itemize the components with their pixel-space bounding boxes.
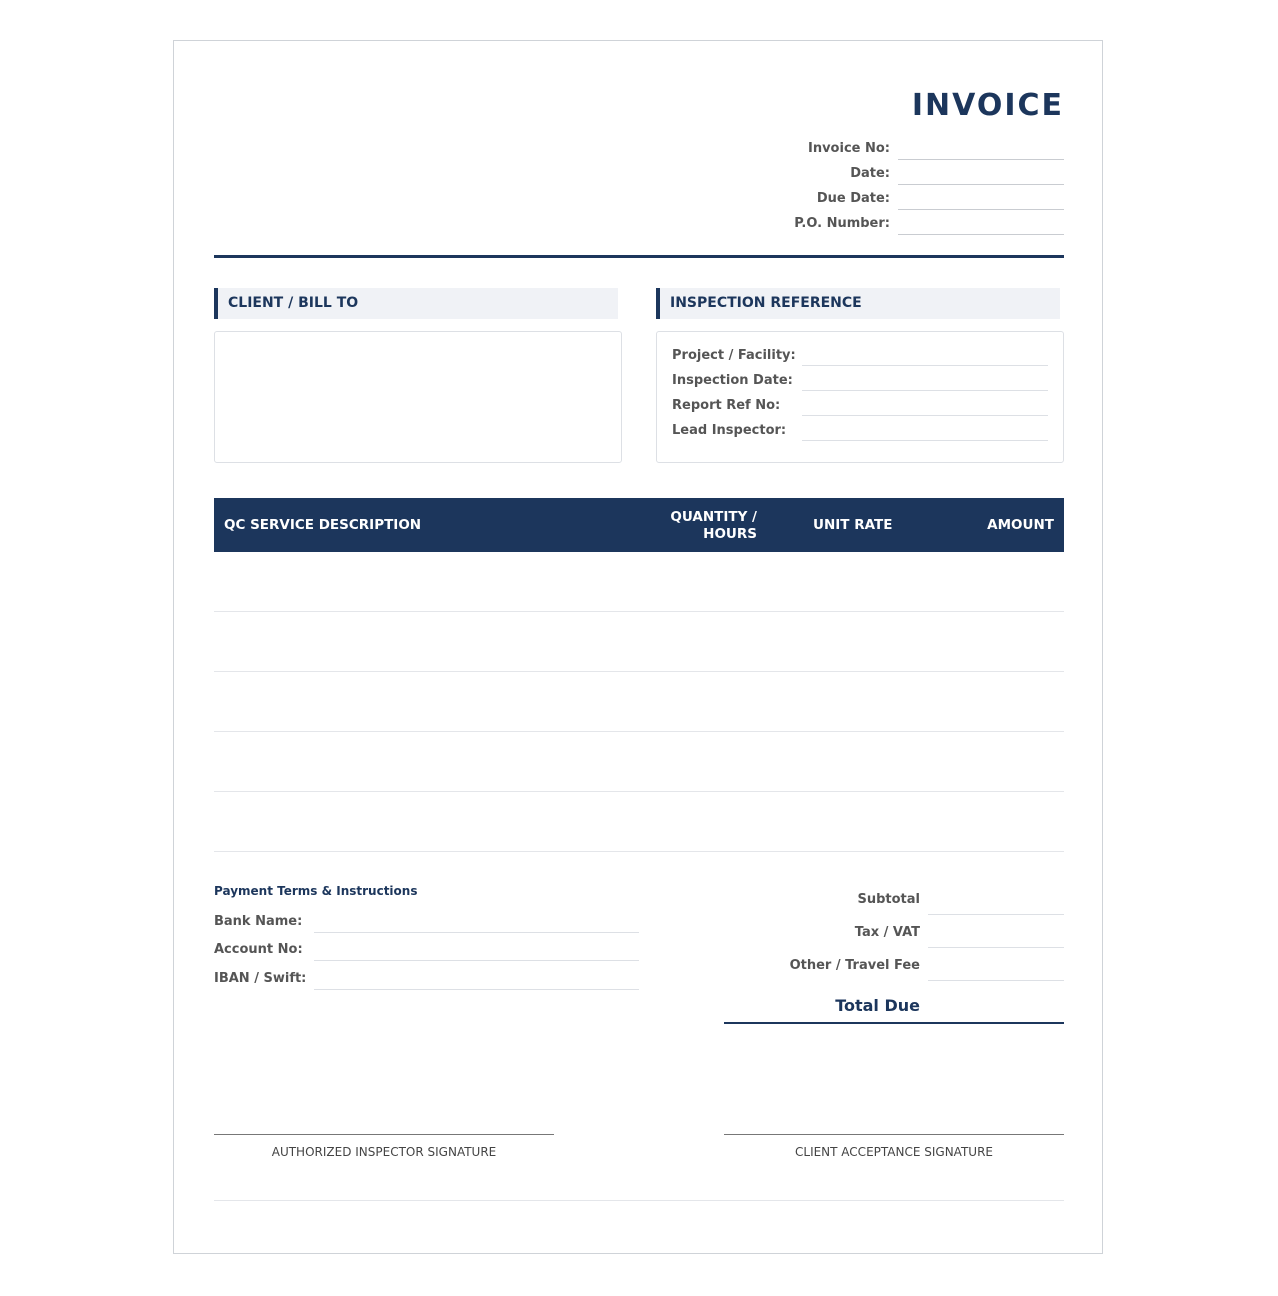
totals-row-subtotal xyxy=(724,892,1064,925)
header-amount: AMOUNT xyxy=(987,517,1054,533)
bank-name-label: Bank Name: xyxy=(214,914,303,929)
totals-row-other xyxy=(724,958,1064,991)
meta-row-due-date xyxy=(764,187,1064,212)
lead-inspector-field[interactable] xyxy=(802,440,1048,441)
tax-vat-label: Tax / VAT xyxy=(854,925,920,940)
other-travel-fee-label: Other / Travel Fee xyxy=(789,958,920,973)
header-quantity xyxy=(670,509,757,543)
po-number-field[interactable] xyxy=(898,234,1064,235)
client-section-heading: CLIENT / BILL TO xyxy=(214,288,618,319)
payment-terms-title: Payment Terms & Instructions xyxy=(214,884,418,898)
ref-row-inspection-date xyxy=(672,373,1048,398)
client-bill-to-box[interactable] xyxy=(214,331,622,463)
inspection-reference-box xyxy=(656,331,1064,463)
ref-row-project xyxy=(672,348,1048,373)
iban-swift-label: IBAN / Swift: xyxy=(214,971,307,986)
project-facility-field[interactable] xyxy=(802,365,1048,366)
other-travel-fee-field[interactable] xyxy=(928,980,1064,981)
table-row[interactable] xyxy=(214,612,1064,672)
table-row[interactable] xyxy=(214,672,1064,732)
inspector-signature-label: AUTHORIZED INSPECTOR SIGNATURE xyxy=(271,1145,497,1159)
client-signature-line[interactable] xyxy=(724,1134,1064,1135)
payment-row-iban xyxy=(214,971,639,999)
total-due-rule xyxy=(724,1022,1064,1024)
inspection-date-field[interactable] xyxy=(802,390,1048,391)
totals-row-tax xyxy=(724,925,1064,958)
subtotal-label: Subtotal xyxy=(857,892,920,907)
invoice-title: INVOICE xyxy=(911,88,1064,123)
due-date-field[interactable] xyxy=(898,209,1064,210)
header-quantity-line1: QUANTITY / xyxy=(670,509,757,525)
ref-row-report-ref xyxy=(672,398,1048,423)
ref-row-lead-inspector xyxy=(672,423,1048,448)
inspection-section-heading: INSPECTION REFERENCE xyxy=(656,288,1060,319)
footer-divider xyxy=(214,1200,1064,1201)
header-quantity-line2: HOURS xyxy=(703,526,757,542)
table-row[interactable] xyxy=(214,792,1064,852)
due-date-label: Due Date: xyxy=(816,191,890,206)
date-field[interactable] xyxy=(898,184,1064,185)
header-description: QC SERVICE DESCRIPTION xyxy=(224,517,422,533)
header-divider xyxy=(214,255,1064,258)
services-table-header xyxy=(214,498,1064,552)
invoice-meta xyxy=(764,137,1064,237)
client-signature-label: CLIENT ACCEPTANCE SIGNATURE xyxy=(795,1145,993,1159)
meta-row-invoice-no xyxy=(764,137,1064,162)
payment-row-bank xyxy=(214,914,639,942)
table-row[interactable] xyxy=(214,732,1064,792)
table-row[interactable] xyxy=(214,552,1064,612)
subtotal-field[interactable] xyxy=(928,914,1064,915)
payment-row-account xyxy=(214,942,639,970)
report-ref-field[interactable] xyxy=(802,415,1048,416)
date-label: Date: xyxy=(850,166,890,181)
invoice-content xyxy=(214,41,1064,1253)
meta-row-date xyxy=(764,162,1064,187)
invoice-no-label: Invoice No: xyxy=(807,141,890,156)
meta-row-po-number xyxy=(764,212,1064,237)
invoice-no-field[interactable] xyxy=(898,159,1064,160)
account-no-label: Account No: xyxy=(214,942,303,957)
total-due-label: Total Due xyxy=(835,996,920,1015)
project-facility-label: Project / Facility: xyxy=(672,348,796,363)
inspector-signature-line[interactable] xyxy=(214,1134,554,1135)
invoice-page xyxy=(173,40,1103,1254)
bank-name-field[interactable] xyxy=(314,932,639,933)
iban-swift-field[interactable] xyxy=(314,989,639,990)
tax-vat-field[interactable] xyxy=(928,947,1064,948)
inspection-date-label: Inspection Date: xyxy=(672,373,793,388)
report-ref-label: Report Ref No: xyxy=(672,398,781,413)
header-unit-rate: UNIT RATE xyxy=(813,517,893,533)
po-number-label: P.O. Number: xyxy=(794,216,890,231)
lead-inspector-label: Lead Inspector: xyxy=(672,423,787,438)
account-no-field[interactable] xyxy=(314,960,639,961)
